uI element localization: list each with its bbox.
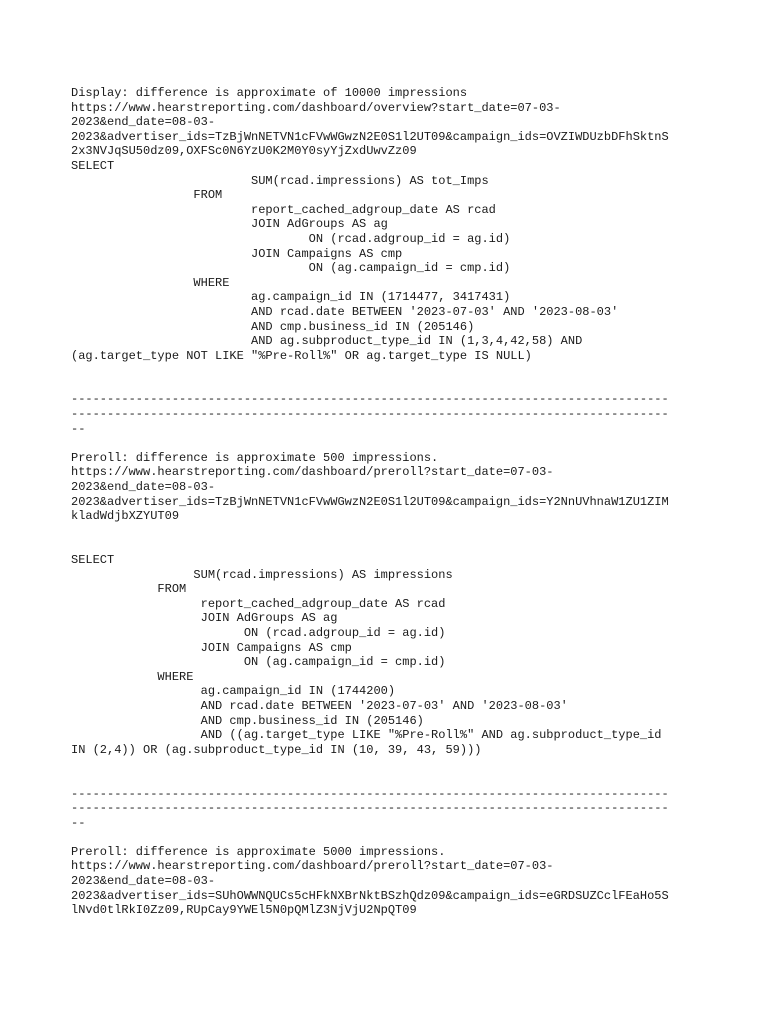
sql-line: report_cached_adgroup_date AS rcad — [71, 596, 446, 611]
url-line: 2x3NVJqSU50dz09,OXFSc0N6YzU0K2M0Y0syYjZxdUwvZz09 — [71, 144, 417, 159]
separator-line: ----------------------------------------------------------------------------------- — [71, 392, 669, 407]
sql-line: ag.campaign_id IN (1744200) — [71, 684, 396, 699]
blank-line — [71, 363, 703, 378]
sql-line: ON (ag.campaign_id = cmp.id) — [71, 655, 446, 670]
separator-line: ----------------------------------------------------------------------------------- — [71, 786, 669, 801]
sql-line: FROM — [71, 582, 187, 597]
separator-line: -- — [71, 815, 86, 830]
sql-line: JOIN Campaigns AS cmp — [71, 640, 352, 655]
sql-line: ON (rcad.adgroup_id = ag.id) — [71, 231, 511, 246]
sql-line: AND ((ag.target_type LIKE "%Pre-Roll%" AND ag.subproduct_type_id — [71, 728, 662, 743]
url-line: https://www.hearstreporting.com/dashboard/overview?start_date=07-03- — [71, 100, 561, 115]
blank-line — [71, 830, 703, 845]
sql-line: WHERE — [71, 275, 230, 290]
sql-line: report_cached_adgroup_date AS rcad — [71, 202, 496, 217]
heading-preroll: Preroll: difference is approximate 500 impressions. — [71, 450, 439, 465]
sql-line: AND rcad.date BETWEEN '2023-07-03' AND '2023-08-03' — [71, 304, 619, 319]
document-page — [71, 86, 703, 918]
url-line: 2023&advertiser_ids=SUhOWWNQUCs5cHFkNXBrNktBSzhQdz09&campaign_ids=eGRDSUZCclFEaHo5S — [71, 888, 669, 903]
sql-line: SELECT — [71, 158, 115, 173]
url-line: 2023&advertiser_ids=TzBjWnNETVN1cFVwWGwzN2E0S1l2UT09&campaign_ids=OVZIWDUzbDFhSktnS — [71, 129, 669, 144]
sql-line: SELECT — [71, 553, 115, 567]
sql-line: AND ag.subproduct_type_id IN (1,3,4,42,58) AND — [71, 334, 583, 349]
sql-line: (ag.target_type NOT LIKE "%Pre-Roll%" OR ag.target_type IS NULL) — [71, 348, 532, 363]
sql-line: AND cmp.business_id IN (205146) — [71, 713, 424, 728]
sql-line: ON (ag.campaign_id = cmp.id) — [71, 261, 511, 276]
heading-preroll: Preroll: difference is approximate 5000 impressions. — [71, 844, 446, 859]
blank-line — [71, 378, 703, 393]
url-line: 2023&end_date=08-03- — [71, 874, 216, 889]
blank-line — [71, 772, 703, 787]
url-line: https://www.hearstreporting.com/dashboard/preroll?start_date=07-03- — [71, 465, 554, 480]
blank-line — [71, 538, 703, 553]
sql-line: FROM — [71, 188, 223, 203]
heading-display: Display: difference is approximate of 10000 impressions — [71, 86, 468, 100]
url-line: 2023&end_date=08-03- — [71, 115, 216, 130]
separator-line: -- — [71, 421, 86, 436]
sql-line: JOIN AdGroups AS ag — [71, 611, 338, 626]
sql-line: SUM(rcad.impressions) AS impressions — [71, 567, 453, 582]
blank-line — [71, 436, 703, 451]
sql-line: AND cmp.business_id IN (205146) — [71, 319, 475, 334]
separator-line: ----------------------------------------------------------------------------------- — [71, 407, 669, 422]
url-line: 2023&advertiser_ids=TzBjWnNETVN1cFVwWGwzN2E0S1l2UT09&campaign_ids=Y2NnUVhnaW1ZU1ZIM — [71, 494, 669, 509]
blank-line — [71, 757, 703, 772]
url-line: lNvd0tlRkI0Zz09,RUpCay9YWEl5N0pQMlZ3NjVjU2NpQT09 — [71, 903, 417, 918]
url-line: kladWdjbXZYUT09 — [71, 509, 180, 524]
url-line: https://www.hearstreporting.com/dashboard/preroll?start_date=07-03- — [71, 859, 554, 874]
separator-line: ----------------------------------------------------------------------------------- — [71, 801, 669, 816]
sql-line: JOIN Campaigns AS cmp — [71, 246, 403, 261]
sql-line: ag.campaign_id IN (1714477, 3417431) — [71, 290, 511, 305]
sql-line: WHERE — [71, 669, 194, 684]
sql-line: AND rcad.date BETWEEN '2023-07-03' AND '2023-08-03' — [71, 698, 568, 713]
blank-line — [71, 524, 703, 539]
url-line: 2023&end_date=08-03- — [71, 480, 216, 495]
sql-line: IN (2,4)) OR (ag.subproduct_type_id IN (10, 39, 43, 59))) — [71, 742, 482, 757]
sql-line: ON (rcad.adgroup_id = ag.id) — [71, 625, 446, 640]
sql-line: JOIN AdGroups AS ag — [71, 217, 388, 232]
sql-line: SUM(rcad.impressions) AS tot_Imps — [71, 173, 489, 188]
